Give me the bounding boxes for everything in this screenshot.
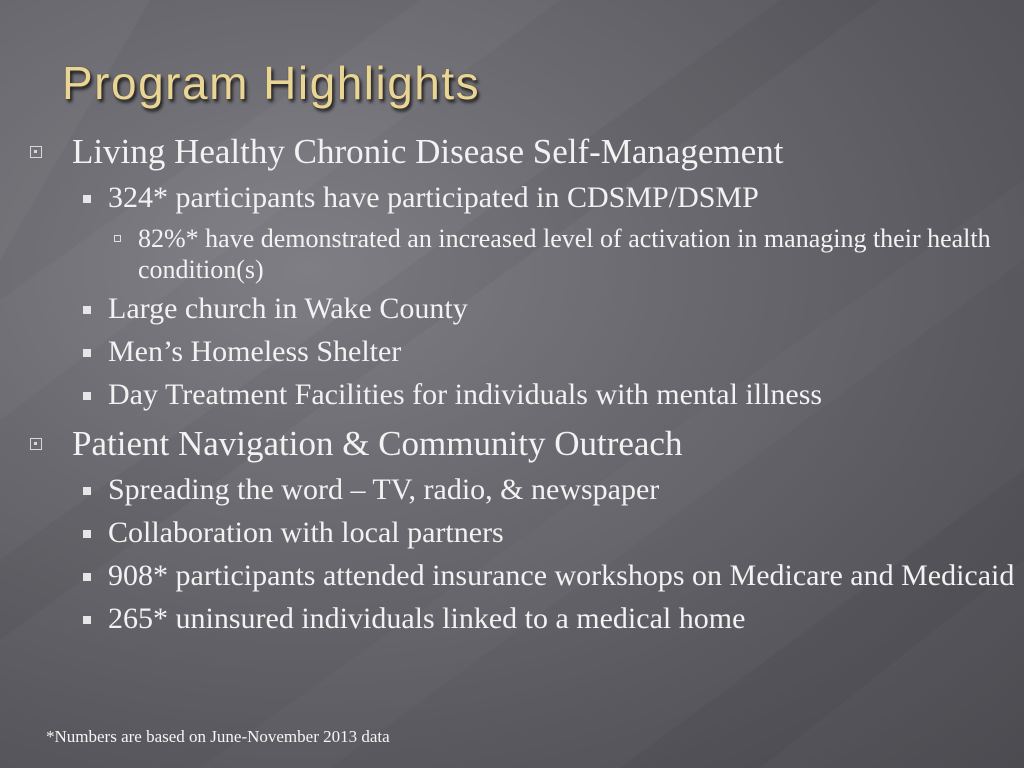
filled-square-bullet-icon xyxy=(83,195,91,203)
list-item-text: Men’s Homeless Shelter xyxy=(108,335,402,368)
list-item xyxy=(72,515,1015,551)
list-item-text: 324* participants have participated in CDSMP/DSMP xyxy=(108,181,759,214)
list-item xyxy=(72,558,1015,594)
list-item-text: 265* uninsured individuals linked to a medical home xyxy=(108,602,746,635)
list-item xyxy=(72,180,1015,216)
list-item-text: 908* participants attended insurance workshops on Medicare and Medicaid xyxy=(108,559,1015,592)
list-item xyxy=(72,377,1015,413)
hollow-square-bullet-icon xyxy=(114,235,121,242)
sub-list-item xyxy=(108,223,1015,285)
filled-square-bullet-icon xyxy=(83,392,91,400)
section-heading-patient-navigation xyxy=(30,420,1015,468)
list-item-text: Spreading the word – TV, radio, & newspaper xyxy=(108,473,660,506)
list-item xyxy=(72,334,1015,370)
slide-title: Program Highlights xyxy=(62,57,481,109)
footnote: *Numbers are based on June-November 2013 data xyxy=(46,727,390,746)
section-heading-text: Patient Navigation & Community Outreach xyxy=(72,424,683,463)
filled-square-bullet-icon xyxy=(83,487,91,495)
filled-square-bullet-icon xyxy=(83,530,91,538)
list-item-text: Collaboration with local partners xyxy=(108,516,504,549)
slide-body xyxy=(30,128,1015,644)
list-item xyxy=(72,472,1015,508)
section-heading-living-healthy xyxy=(30,128,1015,176)
filled-square-bullet-icon xyxy=(83,573,91,581)
filled-square-bullet-icon xyxy=(83,306,91,314)
filled-square-bullet-icon xyxy=(83,349,91,357)
list-item-text: Day Treatment Facilities for individuals with mental illness xyxy=(108,378,823,411)
list-item xyxy=(72,291,1015,327)
filled-square-bullet-icon xyxy=(83,616,91,624)
square-bullet-icon xyxy=(30,438,42,450)
list-item-text: Large church in Wake County xyxy=(108,292,468,325)
list-item xyxy=(72,601,1015,637)
square-bullet-icon xyxy=(30,146,42,158)
sub-list-item-text: 82%* have demonstrated an increased level of activation in managing their health condition(s) xyxy=(138,224,991,284)
section-heading-text: Living Healthy Chronic Disease Self-Management xyxy=(72,132,784,171)
